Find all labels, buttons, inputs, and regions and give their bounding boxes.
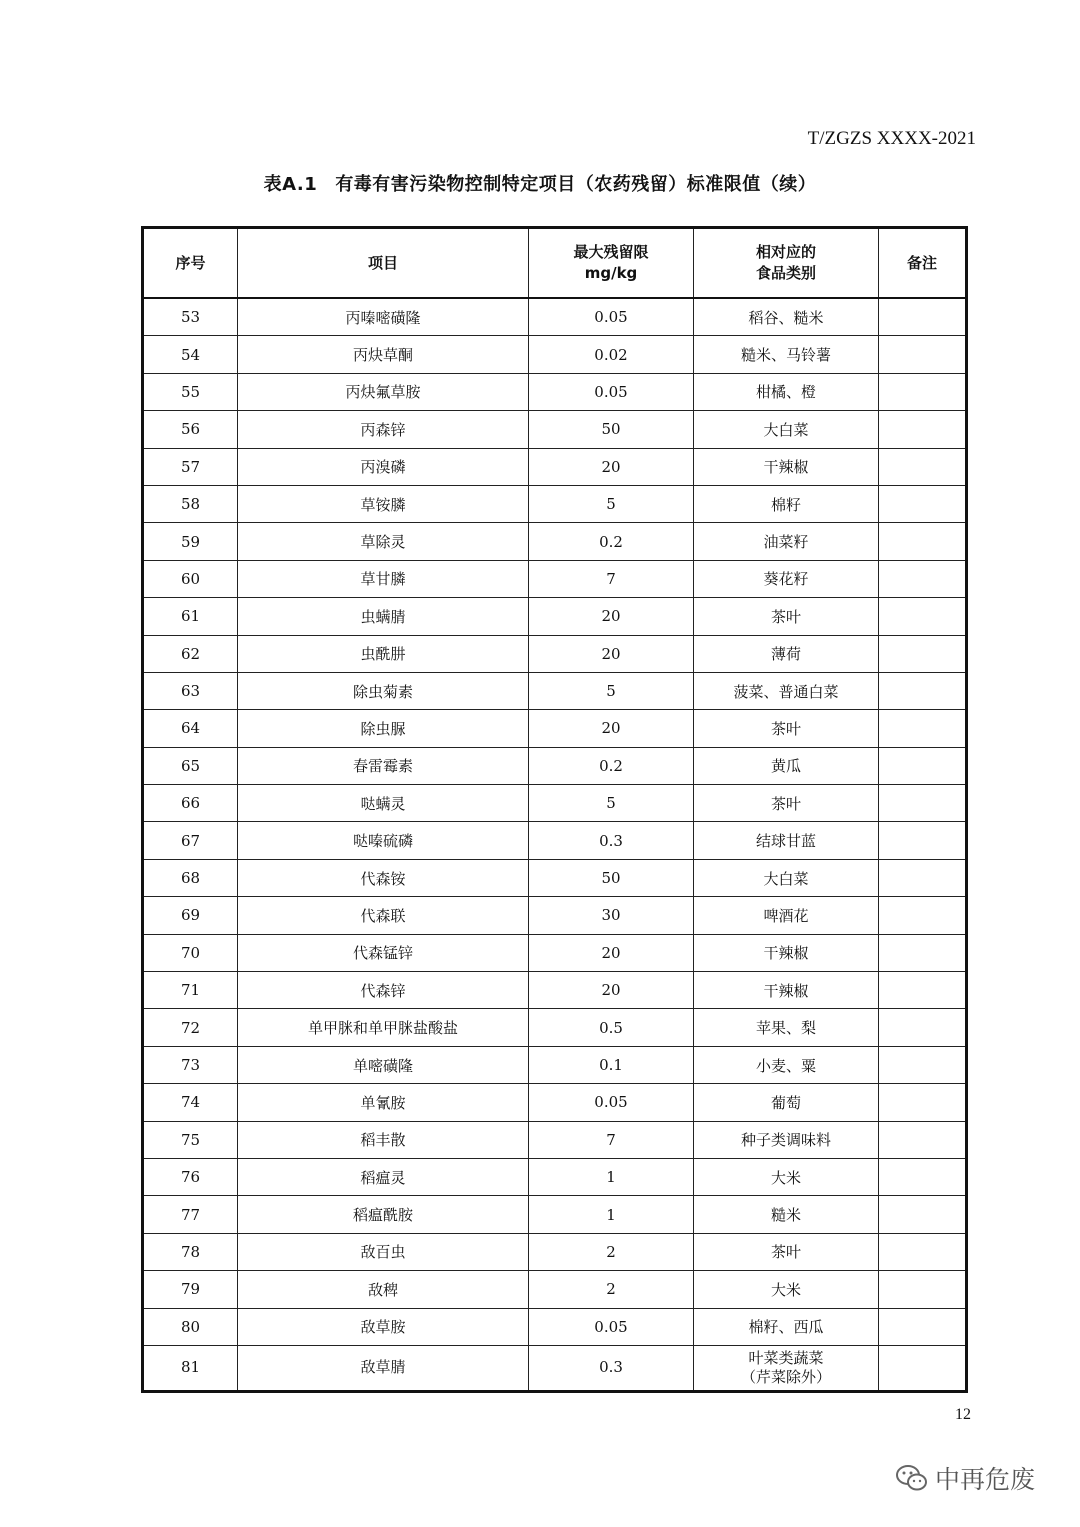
cell-number: 75 <box>143 1121 238 1158</box>
cell-remarks <box>879 598 967 635</box>
pesticide-residue-table <box>141 226 968 1393</box>
cell-food-category: 棉籽 <box>694 485 879 522</box>
cell-limit: 30 <box>529 897 694 934</box>
cell-item: 丙炔氟草胺 <box>238 373 529 410</box>
cell-item: 哒嗪硫磷 <box>238 822 529 859</box>
cell-limit: 2 <box>529 1233 694 1270</box>
cell-number: 53 <box>143 298 238 336</box>
cell-limit: 7 <box>529 1121 694 1158</box>
cell-food-category: 菠菜、普通白菜 <box>694 672 879 709</box>
cell-food-category <box>694 1345 879 1391</box>
cell-number: 67 <box>143 822 238 859</box>
cell-number: 55 <box>143 373 238 410</box>
table-row <box>143 411 967 448</box>
cell-limit: 0.5 <box>529 1009 694 1046</box>
cell-number: 64 <box>143 710 238 747</box>
cell-food-category: 薄荷 <box>694 635 879 672</box>
table-row <box>143 1158 967 1195</box>
cell-item: 丙溴磷 <box>238 448 529 485</box>
table-row <box>143 1084 967 1121</box>
cell-limit: 0.05 <box>529 298 694 336</box>
cell-number: 73 <box>143 1046 238 1083</box>
cell-remarks <box>879 1046 967 1083</box>
cell-number: 61 <box>143 598 238 635</box>
cell-number: 76 <box>143 1158 238 1195</box>
table-row <box>143 934 967 971</box>
cell-food-category: 葵花籽 <box>694 560 879 597</box>
cell-food-line2: （芹菜除外） <box>740 1367 831 1386</box>
watermark <box>895 1460 1035 1496</box>
table-row <box>143 336 967 373</box>
cell-number: 74 <box>143 1084 238 1121</box>
cell-limit: 20 <box>529 635 694 672</box>
cell-food-category: 糙米 <box>694 1196 879 1233</box>
page-number: 12 <box>955 1406 971 1423</box>
cell-number: 81 <box>143 1345 238 1391</box>
cell-limit: 0.05 <box>529 1084 694 1121</box>
table-row <box>143 635 967 672</box>
cell-item: 代森铵 <box>238 859 529 896</box>
col-header-food-category <box>694 228 879 299</box>
cell-number: 66 <box>143 785 238 822</box>
cell-remarks <box>879 1308 967 1345</box>
cell-item: 草铵膦 <box>238 485 529 522</box>
cell-number: 56 <box>143 411 238 448</box>
cell-item: 哒螨灵 <box>238 785 529 822</box>
document-code: T/ZGZS XXXX-2021 <box>807 128 976 149</box>
cell-item: 草除灵 <box>238 523 529 560</box>
cell-remarks <box>879 373 967 410</box>
table-row <box>143 1345 967 1391</box>
table-row <box>143 560 967 597</box>
cell-number: 77 <box>143 1196 238 1233</box>
cell-remarks <box>879 336 967 373</box>
cell-remarks <box>879 1271 967 1308</box>
cell-limit: 20 <box>529 448 694 485</box>
cell-food-category: 葡萄 <box>694 1084 879 1121</box>
table-row <box>143 972 967 1009</box>
cell-food-category: 茶叶 <box>694 785 879 822</box>
cell-number: 59 <box>143 523 238 560</box>
cell-remarks <box>879 448 967 485</box>
cell-remarks <box>879 859 967 896</box>
cell-number: 57 <box>143 448 238 485</box>
table-row <box>143 373 967 410</box>
table-row <box>143 1009 967 1046</box>
cell-food-category: 种子类调味料 <box>694 1121 879 1158</box>
cell-number: 65 <box>143 747 238 784</box>
cell-food-category: 苹果、梨 <box>694 1009 879 1046</box>
cell-limit: 5 <box>529 485 694 522</box>
table-row <box>143 485 967 522</box>
cell-remarks <box>879 1158 967 1195</box>
cell-number: 68 <box>143 859 238 896</box>
cell-number: 70 <box>143 934 238 971</box>
cell-item: 丙森锌 <box>238 411 529 448</box>
cell-item: 除虫脲 <box>238 710 529 747</box>
cell-number: 54 <box>143 336 238 373</box>
cell-remarks <box>879 560 967 597</box>
cell-item: 稻丰散 <box>238 1121 529 1158</box>
cell-item: 虫酰肼 <box>238 635 529 672</box>
cell-remarks <box>879 1121 967 1158</box>
cell-limit: 20 <box>529 934 694 971</box>
table-row <box>143 1271 967 1308</box>
cell-remarks <box>879 897 967 934</box>
cell-remarks <box>879 298 967 336</box>
cell-limit: 0.02 <box>529 336 694 373</box>
cell-food-line1: 叶菜类蔬菜 <box>748 1348 824 1367</box>
table-row <box>143 598 967 635</box>
cell-food-category: 干辣椒 <box>694 934 879 971</box>
cell-limit: 20 <box>529 710 694 747</box>
cell-limit: 1 <box>529 1196 694 1233</box>
table-row <box>143 785 967 822</box>
cell-item: 虫螨腈 <box>238 598 529 635</box>
cell-number: 63 <box>143 672 238 709</box>
cell-limit: 0.2 <box>529 523 694 560</box>
cell-remarks <box>879 934 967 971</box>
col-header-max-limit <box>529 228 694 299</box>
cell-food-category: 大白菜 <box>694 411 879 448</box>
table-row <box>143 897 967 934</box>
cell-number: 79 <box>143 1271 238 1308</box>
cell-remarks <box>879 523 967 560</box>
cell-item: 除虫菊素 <box>238 672 529 709</box>
cell-remarks <box>879 1345 967 1391</box>
cell-item: 草甘膦 <box>238 560 529 597</box>
col-header-food-line1: 相对应的 <box>755 243 816 261</box>
cell-food-category: 茶叶 <box>694 710 879 747</box>
cell-remarks <box>879 822 967 859</box>
col-header-max-limit-line1: 最大残留限 <box>573 243 649 261</box>
cell-item: 单氰胺 <box>238 1084 529 1121</box>
cell-item: 代森联 <box>238 897 529 934</box>
cell-limit: 0.05 <box>529 373 694 410</box>
cell-food-category: 干辣椒 <box>694 972 879 1009</box>
table-title: 有毒有害污染物控制特定项目（农药残留）标准限值（续） <box>335 174 817 195</box>
cell-number: 80 <box>143 1308 238 1345</box>
wechat-icon <box>895 1463 929 1493</box>
cell-remarks <box>879 785 967 822</box>
cell-number: 71 <box>143 972 238 1009</box>
col-header-remarks: 备注 <box>879 228 967 299</box>
cell-remarks <box>879 672 967 709</box>
cell-food-category: 柑橘、橙 <box>694 373 879 410</box>
col-header-max-limit-unit: mg/kg <box>584 264 638 282</box>
col-header-item: 项目 <box>238 228 529 299</box>
table-row <box>143 710 967 747</box>
cell-number: 58 <box>143 485 238 522</box>
table-row <box>143 1233 967 1270</box>
cell-limit: 0.05 <box>529 1308 694 1345</box>
cell-remarks <box>879 747 967 784</box>
cell-item: 稻瘟灵 <box>238 1158 529 1195</box>
cell-limit: 0.2 <box>529 747 694 784</box>
cell-number: 62 <box>143 635 238 672</box>
cell-item: 单甲脒和单甲脒盐酸盐 <box>238 1009 529 1046</box>
cell-remarks <box>879 1196 967 1233</box>
cell-limit: 5 <box>529 672 694 709</box>
cell-food-category: 大白菜 <box>694 859 879 896</box>
cell-limit: 2 <box>529 1271 694 1308</box>
cell-food-category: 棉籽、西瓜 <box>694 1308 879 1345</box>
watermark-text: 中再危废 <box>935 1465 1036 1494</box>
table-label: 表A.1 <box>263 174 318 195</box>
cell-limit: 20 <box>529 972 694 1009</box>
cell-number: 60 <box>143 560 238 597</box>
cell-food-category: 啤酒花 <box>694 897 879 934</box>
cell-remarks <box>879 635 967 672</box>
cell-item: 敌百虫 <box>238 1233 529 1270</box>
cell-limit: 0.3 <box>529 1345 694 1391</box>
cell-limit: 1 <box>529 1158 694 1195</box>
table-row <box>143 747 967 784</box>
cell-item: 代森锰锌 <box>238 934 529 971</box>
table-row <box>143 298 967 336</box>
cell-food-category: 大米 <box>694 1271 879 1308</box>
cell-food-category: 稻谷、糙米 <box>694 298 879 336</box>
cell-food-category: 小麦、粟 <box>694 1046 879 1083</box>
cell-limit: 50 <box>529 859 694 896</box>
table-row <box>143 1046 967 1083</box>
cell-item: 丙嗪嘧磺隆 <box>238 298 529 336</box>
table-header-row <box>143 228 967 299</box>
cell-remarks <box>879 710 967 747</box>
cell-item: 敌稗 <box>238 1271 529 1308</box>
cell-limit: 5 <box>529 785 694 822</box>
table-row <box>143 859 967 896</box>
cell-remarks <box>879 411 967 448</box>
cell-limit: 0.3 <box>529 822 694 859</box>
table-row <box>143 822 967 859</box>
cell-limit: 20 <box>529 598 694 635</box>
cell-remarks <box>879 1084 967 1121</box>
cell-item: 春雷霉素 <box>238 747 529 784</box>
cell-food-category: 糙米、马铃薯 <box>694 336 879 373</box>
cell-food-category: 结球甘蓝 <box>694 822 879 859</box>
table-caption <box>0 170 1080 196</box>
table-row <box>143 1308 967 1345</box>
cell-limit: 50 <box>529 411 694 448</box>
cell-limit: 0.1 <box>529 1046 694 1083</box>
cell-number: 72 <box>143 1009 238 1046</box>
cell-food-category: 油菜籽 <box>694 523 879 560</box>
cell-item: 代森锌 <box>238 972 529 1009</box>
table-row <box>143 448 967 485</box>
cell-item: 单嘧磺隆 <box>238 1046 529 1083</box>
col-header-food-line2: 食品类别 <box>755 264 816 282</box>
cell-limit: 7 <box>529 560 694 597</box>
table-row <box>143 672 967 709</box>
cell-food-category: 黄瓜 <box>694 747 879 784</box>
cell-item: 稻瘟酰胺 <box>238 1196 529 1233</box>
cell-remarks <box>879 1233 967 1270</box>
cell-item: 敌草腈 <box>238 1345 529 1391</box>
cell-remarks <box>879 1009 967 1046</box>
cell-remarks <box>879 485 967 522</box>
cell-item: 敌草胺 <box>238 1308 529 1345</box>
table-row <box>143 523 967 560</box>
cell-number: 78 <box>143 1233 238 1270</box>
cell-food-category: 茶叶 <box>694 1233 879 1270</box>
cell-food-category: 茶叶 <box>694 598 879 635</box>
table-row <box>143 1121 967 1158</box>
cell-food-category: 大米 <box>694 1158 879 1195</box>
table-row <box>143 1196 967 1233</box>
col-header-number: 序号 <box>143 228 238 299</box>
cell-remarks <box>879 972 967 1009</box>
cell-item: 丙炔草酮 <box>238 336 529 373</box>
cell-number: 69 <box>143 897 238 934</box>
cell-food-category: 干辣椒 <box>694 448 879 485</box>
